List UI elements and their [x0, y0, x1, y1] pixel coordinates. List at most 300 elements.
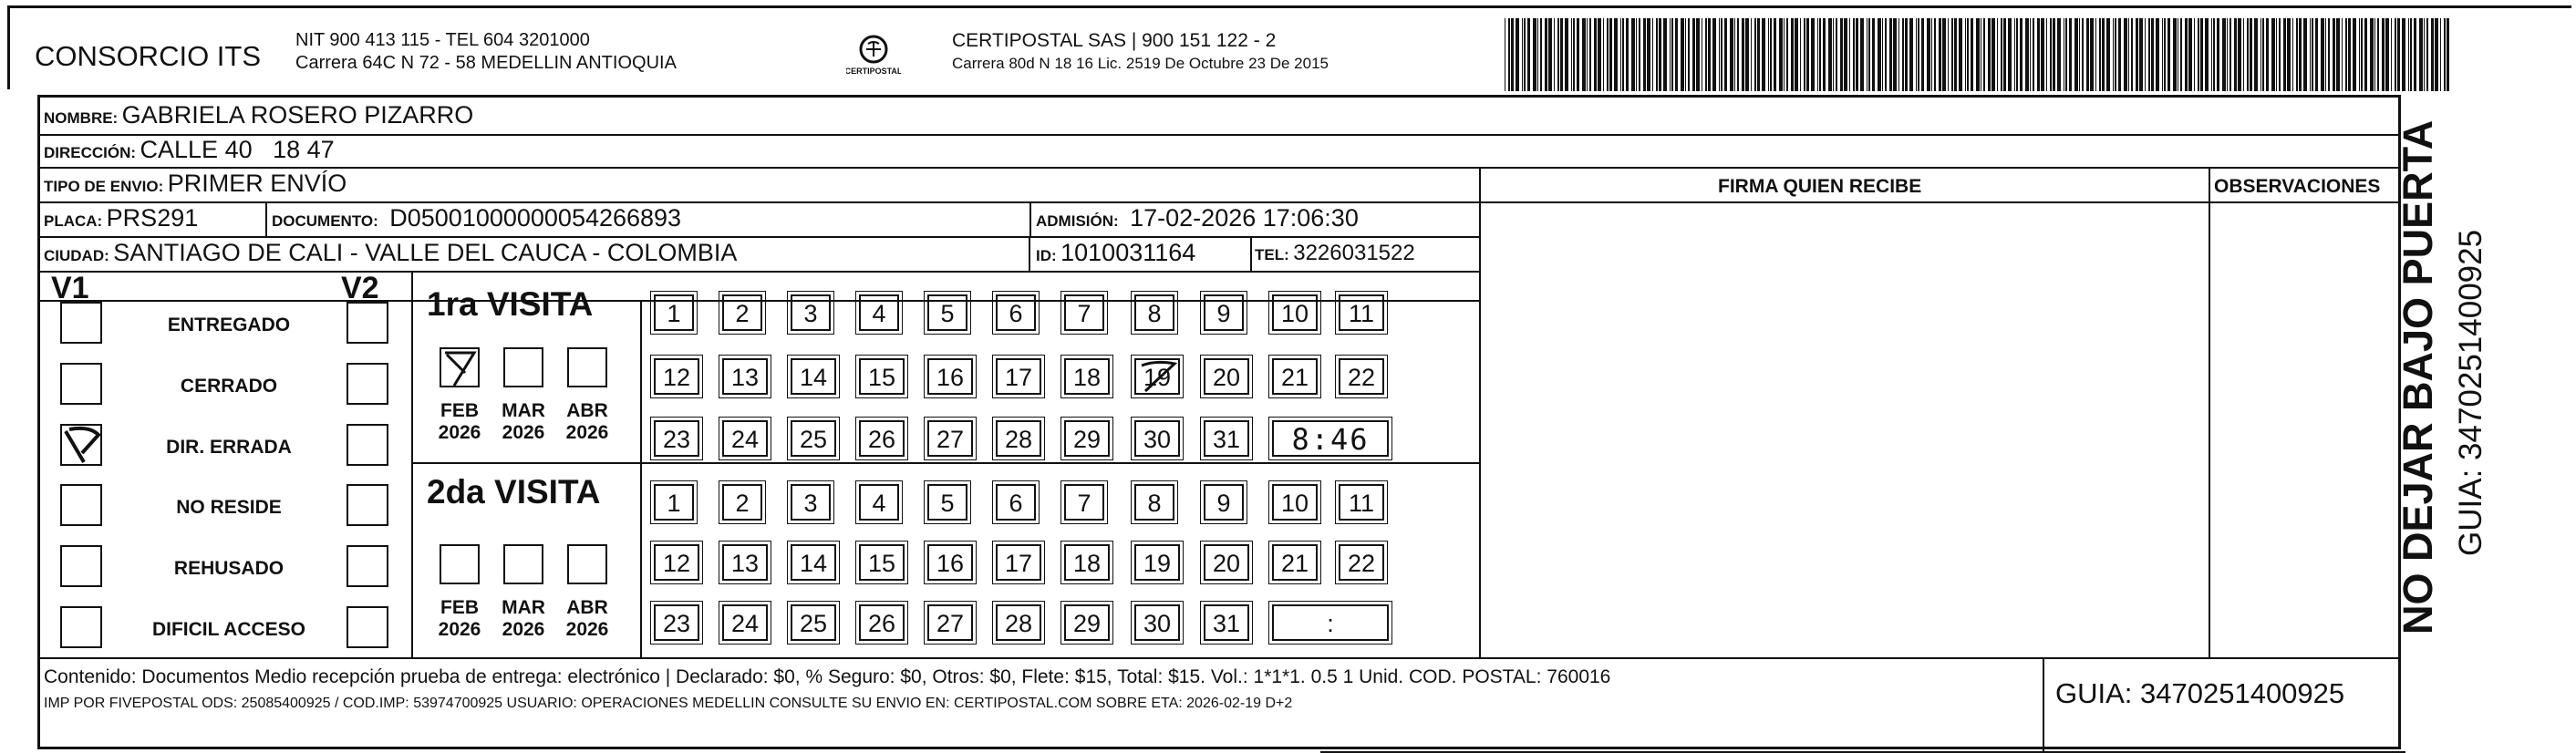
id-value: 1010031164: [1060, 239, 1196, 266]
day-box[interactable]: 30: [1134, 604, 1180, 641]
barcode-bar: [1878, 18, 1881, 91]
day-box[interactable]: 7: [1064, 484, 1104, 521]
second-visit-title: 2da VISITA: [427, 473, 601, 511]
v1-checkbox[interactable]: [60, 545, 102, 587]
barcode-bar: [1951, 18, 1953, 91]
time-box[interactable]: 8:46: [1272, 420, 1389, 457]
barcode-bar: [1656, 18, 1658, 91]
barcode-bar: [1745, 18, 1749, 91]
day-box[interactable]: 16: [927, 358, 973, 395]
day-box[interactable]: 21: [1272, 544, 1318, 581]
barcode-bar: [2247, 18, 2249, 91]
admision-cell: [1036, 204, 1359, 232]
direccion-value: CALLE 40 18 47: [140, 136, 335, 163]
barcode-bar: [1872, 18, 1875, 91]
month-year: 2026: [438, 422, 481, 443]
v2-checkbox[interactable]: [347, 606, 388, 648]
barcode-bar: [1565, 18, 1568, 91]
documento-cell: [272, 204, 681, 232]
barcode-bar: [2342, 18, 2343, 91]
day-box[interactable]: 13: [722, 544, 768, 581]
barcode-bar: [2431, 18, 2434, 91]
barcode-bar: [1853, 18, 1855, 91]
month-year: 2026: [438, 619, 481, 640]
barcode-bar: [1844, 18, 1847, 91]
day-box[interactable]: 10: [1272, 294, 1318, 331]
day-box[interactable]: 27: [927, 420, 973, 457]
day-box[interactable]: 26: [859, 604, 905, 641]
day-box[interactable]: 31: [1204, 604, 1249, 641]
barcode-bar: [2003, 18, 2006, 91]
barcode-bar: [2167, 18, 2170, 91]
carrier-name: CERTIPOSTAL SAS | 900 151 122 - 2: [952, 30, 1277, 51]
barcode-bar: [2435, 18, 2438, 91]
status-option-label: NO RESIDE: [176, 497, 282, 518]
barcode-bar: [1730, 18, 1733, 91]
barcode-bar: [2408, 18, 2409, 91]
barcode-bar: [1685, 18, 1686, 91]
barcode-bar: [2050, 18, 2052, 91]
barcode-bar: [2296, 18, 2298, 91]
day-box[interactable]: 18: [1064, 544, 1110, 581]
tel-label: TEL:: [1255, 246, 1289, 263]
barcode-bar: [1540, 18, 1542, 91]
barcode-bar: [1754, 18, 1756, 91]
barcode-bar: [2065, 18, 2067, 91]
day-box[interactable]: 14: [791, 358, 836, 395]
v1-header: V1: [51, 271, 89, 305]
barcode-bar: [1948, 18, 1949, 91]
barcode-bar: [2364, 18, 2367, 91]
barcode-bar: [1614, 18, 1618, 91]
status-option-label: REHUSADO: [173, 558, 284, 579]
barcode-bar: [1942, 18, 1946, 91]
barcode-bar: [2198, 18, 2199, 91]
month-name: MAR: [502, 400, 545, 421]
barcode-bar: [2213, 18, 2215, 91]
barcode-bar: [2128, 18, 2129, 91]
barcode-bar: [2345, 18, 2347, 91]
barcode-bar: [1708, 18, 1711, 91]
barcode-bar: [1548, 18, 1552, 91]
barcode-bar: [2333, 18, 2335, 91]
barcode-bar: [1898, 18, 1899, 91]
barcode-bar: [1991, 18, 1995, 91]
first-visit-title: 1ra VISITA: [427, 285, 594, 323]
month-checkbox[interactable]: [440, 347, 480, 387]
day-box[interactable]: 24: [722, 604, 768, 641]
barcode-bar: [1554, 18, 1555, 91]
barcode-bar: [2115, 18, 2116, 91]
barcode-bar: [1768, 18, 1769, 91]
barcode-bar: [2444, 18, 2446, 91]
barcode-bar: [2118, 18, 2121, 91]
barcode-bar: [2102, 18, 2105, 91]
barcode-bar: [1524, 18, 1526, 91]
barcode-bar: [1636, 18, 1637, 91]
barcode-bar: [2310, 18, 2311, 91]
day-box[interactable]: 17: [996, 544, 1041, 581]
barcode-bar: [1573, 18, 1575, 91]
day-box[interactable]: 7: [1064, 294, 1104, 331]
barcode-bar: [2069, 18, 2072, 91]
v1-checkbox[interactable]: [60, 302, 102, 344]
barcode-bar: [1918, 18, 1919, 91]
barcode-bar: [1988, 18, 1991, 91]
barcode: [1503, 18, 2456, 91]
barcode-bar: [1609, 18, 1612, 91]
v1-checkbox[interactable]: [60, 363, 102, 405]
company-address: Carrera 64C N 72 - 58 MEDELLIN ANTIOQUIA: [295, 53, 677, 73]
v2-checkbox[interactable]: [347, 302, 388, 344]
barcode-bar: [2312, 18, 2313, 91]
month-year: 2026: [565, 422, 609, 443]
barcode-bar: [2238, 18, 2241, 91]
v2-checkbox[interactable]: [347, 545, 388, 587]
barcode-bar: [1934, 18, 1936, 91]
firma-header: FIRMA QUIEN RECIBE: [1718, 176, 1922, 197]
v1-checkbox[interactable]: [60, 424, 102, 466]
barcode-bar: [1734, 18, 1735, 91]
barcode-bar: [1786, 18, 1788, 91]
day-box[interactable]: 17: [996, 358, 1041, 395]
day-box[interactable]: 3: [791, 294, 831, 331]
month-checkbox[interactable]: [567, 544, 607, 584]
barcode-bar: [1882, 18, 1883, 91]
barcode-bar: [2287, 18, 2291, 91]
barcode-bar: [2348, 18, 2351, 91]
barcode-bar: [2079, 18, 2080, 91]
ciudad-value: SANTIAGO DE CALI - VALLE DEL CAUCA - COLOMBIA: [113, 239, 738, 266]
day-box[interactable]: 12: [654, 358, 699, 395]
barcode-bar: [1527, 18, 1530, 91]
barcode-bar: [2185, 18, 2188, 91]
barcode-bar: [1931, 18, 1932, 91]
day-box[interactable]: 1: [654, 484, 694, 521]
barcode-bar: [1976, 18, 1980, 91]
day-box[interactable]: 13: [722, 358, 768, 395]
barcode-bar: [2188, 18, 2192, 91]
month-checkbox[interactable]: [440, 544, 480, 584]
barcode-bar: [1603, 18, 1604, 91]
day-box[interactable]: 4: [859, 484, 899, 521]
barcode-bar: [1696, 18, 1700, 91]
admision-value: 17-02-2026 17:06:30: [1130, 204, 1359, 232]
barcode-bar: [2279, 18, 2281, 91]
barcode-bar: [2419, 18, 2423, 91]
barcode-bar: [2014, 18, 2015, 91]
barcode-bar: [1598, 18, 1601, 91]
direccion-row: [44, 136, 335, 164]
barcode-bar: [2328, 18, 2330, 91]
barcode-bar: [2426, 18, 2428, 91]
logo-text: CERTIPOSTAL: [846, 67, 901, 76]
day-box[interactable]: 19: [1134, 544, 1180, 581]
day-box[interactable]: 14: [791, 544, 836, 581]
form-box: [37, 95, 2401, 749]
v2-checkbox[interactable]: [347, 484, 388, 526]
barcode-bar: [2136, 18, 2138, 91]
day-box[interactable]: 6: [996, 294, 1036, 331]
day-box[interactable]: 24: [722, 420, 768, 457]
day-box[interactable]: 30: [1134, 420, 1180, 457]
day-box[interactable]: 11: [1339, 484, 1384, 521]
barcode-bar: [1784, 18, 1785, 91]
barcode-bar: [1508, 18, 1510, 91]
barcode-bar: [2359, 18, 2360, 91]
carrier-info: [952, 29, 1329, 75]
barcode-bar: [2106, 18, 2110, 91]
barcode-bar: [2234, 18, 2237, 91]
barcode-bar: [2361, 18, 2363, 91]
barcode-bar: [1902, 18, 1904, 91]
month-checkbox[interactable]: [503, 544, 543, 584]
barcode-bar: [2353, 18, 2356, 91]
day-box[interactable]: 19: [1134, 358, 1180, 395]
day-box[interactable]: 23: [654, 420, 699, 457]
day-box[interactable]: 11: [1339, 294, 1384, 331]
barcode-bar: [1791, 18, 1794, 91]
day-box[interactable]: 22: [1339, 358, 1384, 395]
day-box[interactable]: 3: [791, 484, 831, 521]
day-box[interactable]: 8: [1134, 294, 1174, 331]
barcode-bar: [1577, 18, 1579, 91]
barcode-bar: [2262, 18, 2264, 91]
barcode-bar: [2424, 18, 2425, 91]
day-box[interactable]: 31: [1204, 420, 1249, 457]
day-box[interactable]: 2: [722, 484, 762, 521]
day-box[interactable]: 15: [859, 358, 905, 395]
barcode-bar: [2397, 18, 2400, 91]
admision-label: ADMISIÓN:: [1036, 212, 1119, 230]
carrier-license: Carrera 80d N 18 16 Lic. 2519 De Octubre 23 De 2015: [952, 55, 1329, 72]
observaciones-header: OBSERVACIONES: [2214, 176, 2381, 197]
barcode-bar: [1631, 18, 1635, 91]
barcode-bar: [2374, 18, 2375, 91]
id-label: ID:: [1036, 247, 1057, 264]
id-cell: [1036, 239, 1195, 267]
status-option-label: DIR. ERRADA: [166, 437, 292, 458]
barcode-bar: [1889, 18, 1892, 91]
barcode-bar: [2200, 18, 2203, 91]
barcode-bar: [1795, 18, 1798, 91]
barcode-bar: [2325, 18, 2326, 91]
barcode-bar: [2194, 18, 2195, 91]
direccion-label: DIRECCIÓN:: [44, 144, 137, 161]
day-box[interactable]: 23: [654, 604, 699, 641]
day-box[interactable]: 25: [791, 420, 836, 457]
barcode-bar: [1705, 18, 1707, 91]
barcode-bar: [2173, 18, 2177, 91]
barcode-bar: [1823, 18, 1826, 91]
month-year: 2026: [565, 619, 609, 640]
barcode-bar: [2243, 18, 2244, 91]
barcode-bar: [1557, 18, 1559, 91]
barcode-bar: [2041, 18, 2044, 91]
barcode-bar: [1622, 18, 1624, 91]
placa-cell: [44, 204, 198, 232]
day-box[interactable]: 20: [1204, 358, 1249, 395]
day-box[interactable]: 16: [927, 544, 973, 581]
day-box[interactable]: 12: [654, 544, 699, 581]
tel-value: 3226031522: [1293, 241, 1415, 265]
barcode-bar: [2283, 18, 2286, 91]
barcode-bar: [2222, 18, 2226, 91]
tel-cell: [1255, 241, 1415, 266]
barcode-bar: [1671, 18, 1673, 91]
barcode-bar: [2164, 18, 2166, 91]
day-box[interactable]: 6: [996, 484, 1036, 521]
month-name: ABR: [566, 597, 608, 618]
day-box[interactable]: 4: [859, 294, 899, 331]
day-box[interactable]: 27: [927, 604, 973, 641]
barcode-bar: [2113, 18, 2114, 91]
barcode-bar: [1594, 18, 1597, 91]
day-box[interactable]: 25: [791, 604, 836, 641]
v2-checkbox[interactable]: [347, 424, 388, 466]
barcode-bar: [1751, 18, 1752, 91]
day-box[interactable]: 22: [1339, 544, 1384, 581]
barcode-bar: [2217, 18, 2219, 91]
barcode-bar: [1647, 18, 1650, 91]
barcode-bar: [2180, 18, 2182, 91]
barcode-bar: [2037, 18, 2040, 91]
barcode-bar: [1571, 18, 1572, 91]
v1-checkbox[interactable]: [60, 484, 102, 526]
month-label: [560, 400, 615, 444]
barcode-bar: [1770, 18, 1772, 91]
barcode-bar: [1670, 18, 1671, 91]
day-box[interactable]: 15: [859, 544, 905, 581]
barcode-bar: [2254, 18, 2258, 91]
barcode-bar: [1537, 18, 1538, 91]
barcode-bar: [1817, 18, 1818, 91]
barcode-bar: [2227, 18, 2228, 91]
barcode-bar: [2447, 18, 2449, 91]
day-box[interactable]: 5: [927, 484, 967, 521]
barcode-bar: [2440, 18, 2441, 91]
barcode-bar: [1681, 18, 1684, 91]
barcode-bar: [1560, 18, 1563, 91]
day-box[interactable]: 20: [1204, 544, 1249, 581]
day-box[interactable]: 28: [996, 604, 1041, 641]
barcode-bar: [2156, 18, 2159, 91]
barcode-bar: [1724, 18, 1727, 91]
barcode-bar: [2292, 18, 2293, 91]
tipo-envio-value: PRIMER ENVÍO: [167, 170, 347, 197]
footer-content: Contenido: Documentos Medio recepción prueba de entrega: electrónico | Declarado: $0, % Seguro: $0, Otros: $0, Flete: $15, Total: $15. Vol.: 1*1*1. 0.5 1 Unid. COD. POSTAL: 760016: [44, 666, 1611, 687]
time-box[interactable]: :: [1272, 604, 1389, 641]
month-name: ABR: [566, 400, 608, 421]
barcode-bar: [1545, 18, 1547, 91]
barcode-bar: [1939, 18, 1941, 91]
barcode-bar: [1800, 18, 1801, 91]
barcode-bar: [2391, 18, 2392, 91]
day-box[interactable]: 9: [1204, 294, 1244, 331]
v2-checkbox[interactable]: [347, 363, 388, 405]
day-box[interactable]: 5: [927, 294, 967, 331]
day-box[interactable]: 21: [1272, 358, 1318, 395]
barcode-bar: [1819, 18, 1821, 91]
barcode-bar: [1811, 18, 1815, 91]
barcode-bar: [2250, 18, 2252, 91]
barcode-bar: [1828, 18, 1832, 91]
month-year: 2026: [502, 422, 545, 443]
barcode-bar: [1589, 18, 1591, 91]
day-box[interactable]: 29: [1064, 604, 1110, 641]
barcode-bar: [2148, 18, 2150, 91]
barcode-bar: [2090, 18, 2094, 91]
day-box[interactable]: 2: [722, 294, 762, 331]
barcode-bar: [1905, 18, 1908, 91]
barcode-bar: [1833, 18, 1834, 91]
barcode-bar: [1997, 18, 1998, 91]
month-checkbox[interactable]: [567, 347, 607, 387]
barcode-bar: [1688, 18, 1690, 91]
barcode-bar: [2299, 18, 2302, 91]
documento-label: DOCUMENTO:: [272, 212, 378, 230]
barcode-bar: [1721, 18, 1723, 91]
month-year: 2026: [502, 619, 545, 640]
barcode-bar: [2082, 18, 2084, 91]
ciudad-cell: [44, 239, 737, 267]
placa-value: PRS291: [106, 204, 199, 232]
month-label: [432, 400, 487, 444]
nombre-value: GABRIELA ROSERO PIZARRO: [121, 101, 474, 129]
company-name: CONSORCIO ITS: [35, 40, 262, 72]
barcode-bar: [1856, 18, 1858, 91]
barcode-bar: [1659, 18, 1661, 91]
day-box[interactable]: 9: [1204, 484, 1244, 521]
barcode-bar: [2276, 18, 2277, 91]
barcode-bar: [1909, 18, 1913, 91]
day-box[interactable]: 10: [1272, 484, 1318, 521]
day-box[interactable]: 18: [1064, 358, 1110, 395]
day-box[interactable]: 29: [1064, 420, 1110, 457]
day-box[interactable]: 26: [859, 420, 905, 457]
barcode-bar: [2260, 18, 2261, 91]
barcode-bar: [2315, 18, 2318, 91]
barcode-bar: [1954, 18, 1957, 91]
month-label: [560, 597, 615, 641]
barcode-bar: [1779, 18, 1783, 91]
day-box[interactable]: 28: [996, 420, 1041, 457]
day-box[interactable]: 8: [1134, 484, 1174, 521]
barcode-bar: [2229, 18, 2231, 91]
barcode-bar: [2370, 18, 2374, 91]
barcode-bar: [1516, 18, 1519, 91]
documento-value: D05001000000054266893: [389, 204, 682, 232]
day-box[interactable]: 1: [654, 294, 694, 331]
barcode-bar: [1639, 18, 1640, 91]
barcode-bar: [2414, 18, 2416, 91]
placa-label: PLACA:: [44, 212, 103, 230]
barcode-bar: [2151, 18, 2154, 91]
tipo-envio-label: TIPO DE ENVIO:: [44, 178, 164, 195]
barcode-bar: [1620, 18, 1621, 91]
month-checkbox[interactable]: [503, 347, 543, 387]
nombre-row: [44, 101, 473, 129]
v1-checkbox[interactable]: [60, 606, 102, 648]
barcode-bar: [1607, 18, 1609, 91]
month-name: FEB: [440, 400, 479, 421]
barcode-bar: [1522, 18, 1523, 91]
barcode-bar: [2086, 18, 2089, 91]
barcode-bar: [2020, 18, 2023, 91]
barcode-bar: [1971, 18, 1973, 91]
barcode-bar: [1893, 18, 1897, 91]
barcode-bar: [2001, 18, 2002, 91]
